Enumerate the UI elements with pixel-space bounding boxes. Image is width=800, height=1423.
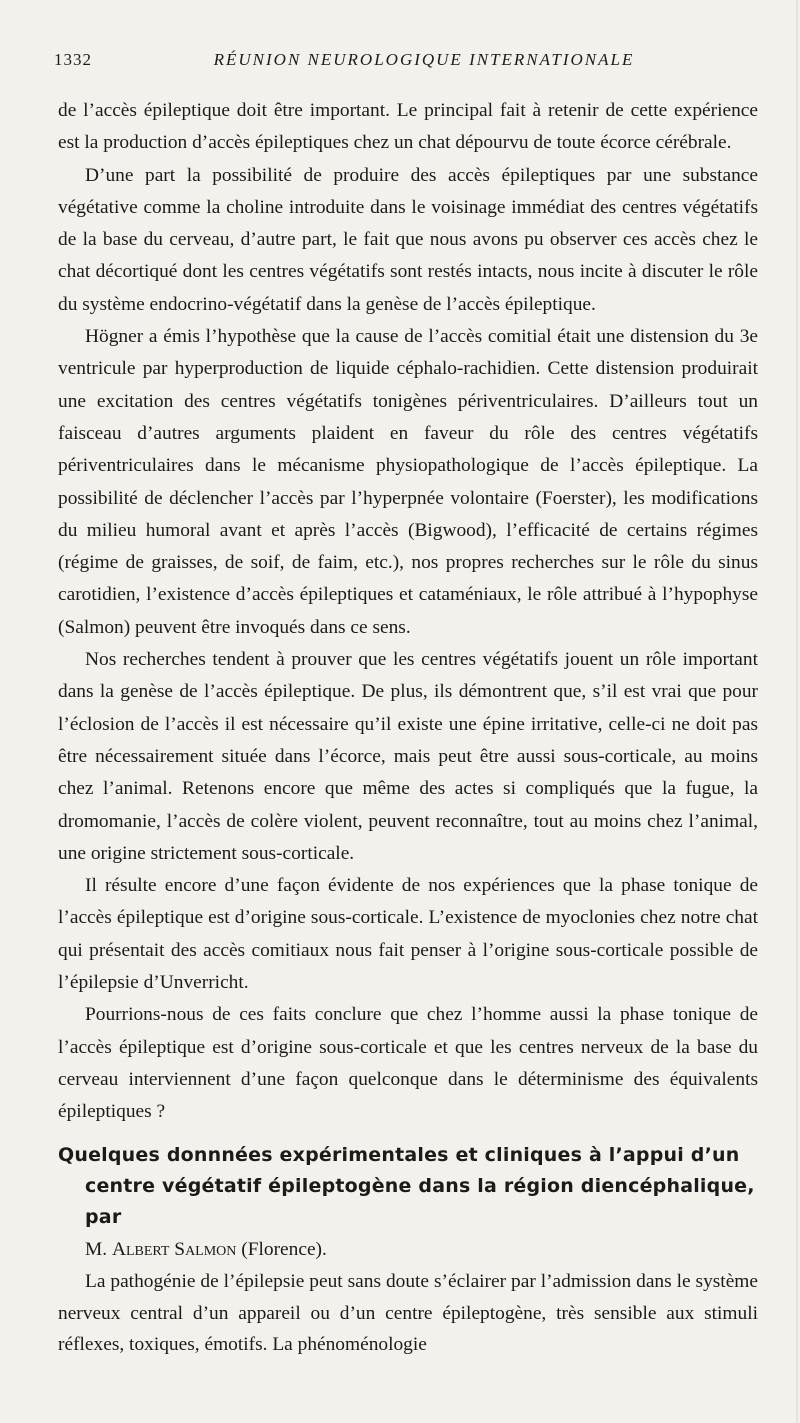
paragraph: Högner a émis l’hypothèse que la cause de l’accès comitial était une distension du 3e ventricule par hyperproduction de liquide céphalo-rachidien. Cette distension produirait une excitation des centres végétatifs tonigènes périventriculaires. D’ailleurs tout un faisceau d’autres arguments plaident en faveur du rôle des centres végétatifs périventriculaires dans le mécanisme physiopathologique de l’accès épileptique. La possibilité de déclencher l’accès par l’hyperpnée volontaire (Foerster), les modifications du milieu humoral avant et après l’accès (Bigwood), l’efficacité de certains régimes (régime de graisses, de soif, de faim, etc.), nos propres recherches sur le rôle du sinus carotidien, l’existence d’accès épileptiques et cataméniaux, le rôle attribué à l’hypophyse (Salmon) peuvent être invoqués dans ce sens. (58, 326, 758, 638)
paragraph: D’une part la possibilité de produire des accès épileptiques par une substance végétative comme la choline introduite dans le voisinage immédiat des centres végétatifs de la base du cerveau, d’autre part, le fait que nous avons pu observer ces accès chez le chat décortiqué dont les centres végétatifs sont restés intacts, nous incite à discuter le rôle du système endocrino-végétatif dans la genèse de l’accès épileptique. (58, 164, 758, 315)
section-heading-block (58, 1140, 758, 1265)
section-body (58, 1266, 758, 1361)
paragraph: de l’accès épileptique doit être important. Le principal fait à retenir de cette expérience est la production d’accès épileptiques chez un chat dépourvu de toute écorce cérébrale. (58, 100, 758, 154)
article-body (58, 95, 758, 1129)
paragraph: Il résulte encore d’une façon évidente de nos expériences que la phase tonique de l’accès épileptique est d’origine sous-corticale. L’existence de myoclonies chez notre chat qui présentait des accès comitiaux nous fait penser à l’origine sous-corticale possible de l’épilepsie d’Unverricht. (58, 875, 758, 994)
journal-title: RÉUNION NEUROLOGIQUE INTERNATIONALE (213, 50, 635, 69)
author-name: Albert Salmon (111, 1239, 237, 1260)
page-number: 1332 (54, 50, 92, 69)
author-prefix: M. (85, 1239, 112, 1260)
paragraph: Pourrions-nous de ces faits conclure que chez l’homme aussi la phase tonique de l’accès épileptique est d’origine sous-corticale et que les centres nerveux de la base du cerveau interviennent d’une façon quelconque dans le déterminisme des équivalents épileptiques ? (58, 1004, 758, 1123)
section-heading (58, 1140, 758, 1233)
author-line (85, 1235, 758, 1265)
running-head (54, 50, 754, 76)
author-city: (Florence). (236, 1239, 327, 1260)
paragraph: La pathogénie de l’épilepsie peut sans doute s’éclairer par l’admission dans le système nerveux central d’un appareil ou d’un centre épileptogène, très sensible aux stimuli réflexes, toxiques, émotifs. La phénoménologie (58, 1271, 758, 1355)
page-edge (796, 0, 798, 1423)
section-heading-line-2: centre végétatif épileptogène dans la région diencéphalique, par (85, 1175, 755, 1228)
section-heading-line-1: Quelques donnnées expérimentales et cliniques à l’appui d’un (58, 1144, 740, 1166)
paragraph: Nos recherches tendent à prouver que les centres végétatifs jouent un rôle important dans la genèse de l’accès épileptique. De plus, ils démontrent que, s’il est vrai que pour l’éclosion de l’accès il est nécessaire qu’il existe une épine irritative, celle-ci ne doit pas être nécessairement située dans l’écorce, mais peut être aussi sous-corticale, au moins chez l’animal. Retenons encore que même des actes si compliqués que la fugue, la dromomanie, l’accès de colère violent, peuvent reconnaître, tout au moins chez l’animal, une origine strictement sous-corticale. (58, 649, 758, 864)
